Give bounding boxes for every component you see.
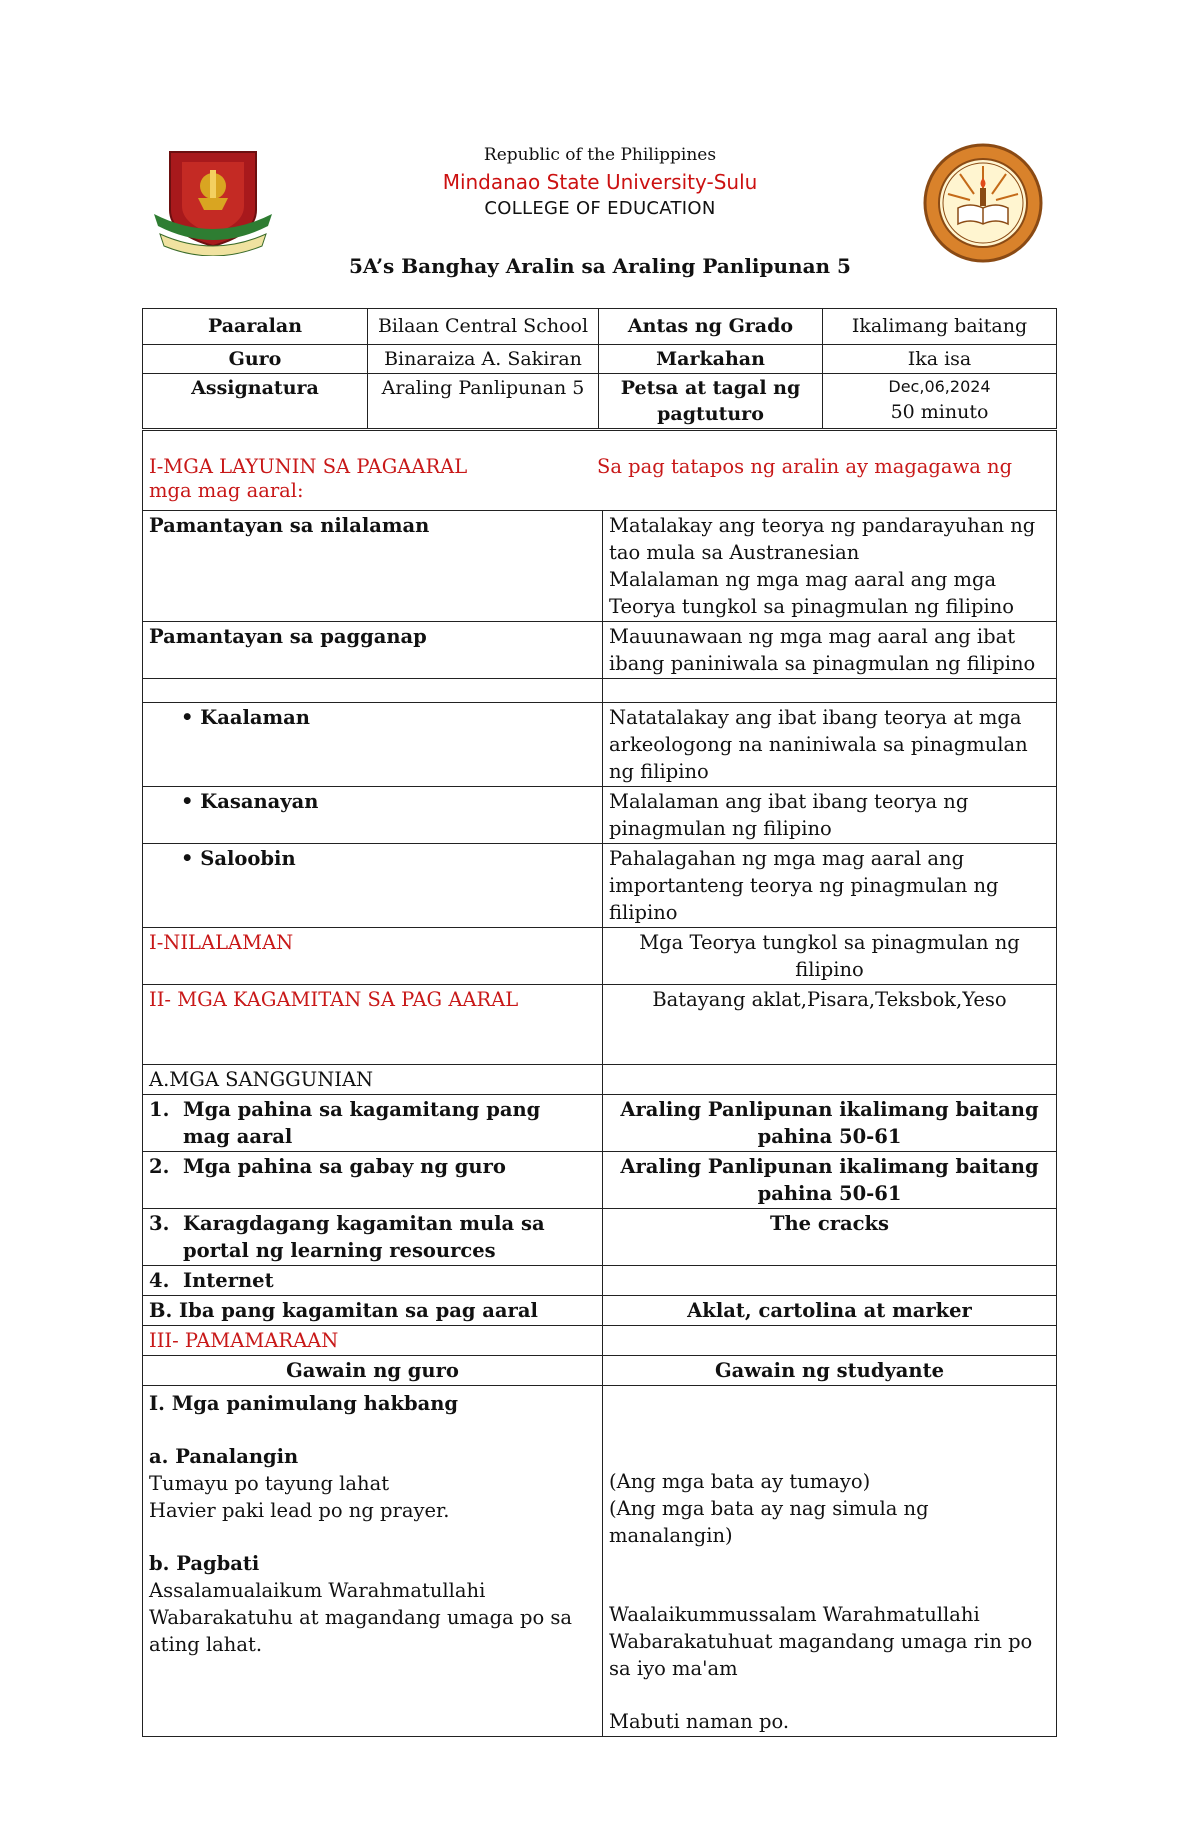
iba-value: Aklat, cartolina at marker (603, 1296, 1057, 1326)
item-label: Karagdagang kagamitan mula sa portal ng learning resources (183, 1212, 545, 1262)
table-row (143, 1326, 1057, 1356)
panalangin-stud-1: (Ang mga bata ay tumayo) (609, 1470, 871, 1493)
item-label: Internet (183, 1269, 274, 1292)
nilalaman-label: Pamantayan sa nilalaman (143, 511, 603, 622)
assignatura-label: Assignatura (143, 374, 368, 429)
guro-label: Guro (143, 345, 368, 374)
nilalaman-section-label: I-NILALAMAN (143, 928, 603, 985)
item-number: 4. (149, 1269, 170, 1292)
document-title: 5A’s Banghay Aralin sa Araling Panlipunan 5 (349, 254, 851, 278)
college-name: COLLEGE OF EDUCATION (484, 198, 716, 219)
table-row (143, 679, 1057, 703)
table-row (143, 345, 1057, 374)
sanggunian-value-2: Araling Panlipunan ikalimang baitang pahina 50-61 (603, 1152, 1057, 1209)
table-row (143, 511, 1057, 622)
sanggunian-value-3: The cracks (603, 1209, 1057, 1266)
pamamaraan-label: III- PAMAMARAAN (143, 1326, 603, 1356)
pagbati-stud-1: Waalaikummussalam Warahmatullahi (609, 1603, 980, 1626)
kasanayan-value: Malalaman ang ibat ibang teorya ng pinagmulan ng filipino (603, 787, 1057, 844)
table-row (143, 1266, 1057, 1296)
panalangin-guro-2: Havier paki lead po ng prayer. (149, 1499, 450, 1522)
markahan-label: Markahan (599, 345, 823, 374)
item-number: 1. (149, 1098, 170, 1121)
sanggunian-value-1: Araling Panlipunan ikalimang baitang pahina 50-61 (603, 1095, 1057, 1152)
pagbati-stud-2: Wabarakatuhuat magandang umaga rin po sa iyo ma'am (609, 1630, 1033, 1680)
pagganap-label: Pamantayan sa pagganap (143, 622, 603, 679)
republic-line: Republic of the Philippines (483, 145, 717, 165)
pagbati-stud-3: Mabuti naman po. (609, 1710, 790, 1733)
antas-label: Antas ng Grado (599, 309, 823, 345)
empty-cell (143, 679, 603, 703)
sanggunian-item-3 (143, 1209, 603, 1266)
paaralan-value: Bilaan Central School (368, 309, 599, 345)
petsa-duration: 50 minuto (890, 401, 989, 423)
layunin-intro: Sa pag tatapos ng aralin ay magagawa ng mga mag aaral: (149, 455, 1013, 502)
kaalaman-value: Natatalakay ang ibat ibang teorya at mga arkeologong na naniniwala sa pinagmulan ng filipino (603, 703, 1057, 787)
panalangin-stud-2: (Ang mga bata ay nag simula ng manalangin) (609, 1497, 929, 1547)
table-row (143, 928, 1057, 985)
empty-cell (603, 679, 1057, 703)
nilalaman-section-value: Mga Teorya tungkol sa pinagmulan ng filipino (603, 928, 1057, 985)
paaralan-label: Paaralan (143, 309, 368, 345)
table-row (143, 1296, 1057, 1326)
studyante-activities (603, 1386, 1057, 1737)
sanggunian-item-4 (143, 1266, 603, 1296)
markahan-value: Ika isa (823, 345, 1057, 374)
table-row (143, 985, 1057, 1065)
table-row (143, 1095, 1057, 1152)
table-row (143, 309, 1057, 345)
table-row (143, 1386, 1057, 1737)
hakbang-heading: I. Mga panimulang hakbang (149, 1392, 459, 1415)
university-name: Mindanao State University-Sulu (442, 170, 758, 194)
table-row (143, 374, 1057, 429)
pagganap-value: Mauunawaan ng mga mag aaral ang ibat ibang paniniwala sa pinagmulan ng filipino (603, 622, 1057, 679)
col-guro-header: Gawain ng guro (143, 1356, 603, 1386)
table-row (143, 1209, 1057, 1266)
table-row (143, 844, 1057, 928)
kagamitan-value: Batayang aklat,Pisara,Teksbok,Yeso (603, 985, 1057, 1065)
col-studyante-header: Gawain ng studyante (603, 1356, 1057, 1386)
petsa-label: Petsa at tagal ng pagtuturo (599, 374, 823, 429)
pagbati-guro-1: Assalamualaikum Warahmatullahi (149, 1579, 486, 1602)
item-number: 2. (149, 1155, 170, 1178)
nilalaman-value (603, 511, 1057, 622)
empty-cell (603, 1326, 1057, 1356)
nilalaman-value-2: Malalaman ng mga mag aaral ang mga Teorya tungkol sa pinagmulan ng filipino (609, 568, 1014, 618)
petsa-date: Dec,06,2024 (888, 377, 991, 396)
layunin-row (143, 431, 1057, 511)
iba-label: B. Iba pang kagamitan sa pag aaral (143, 1296, 603, 1326)
lesson-plan-table (142, 430, 1057, 1737)
petsa-value (823, 374, 1057, 429)
saloobin-text: Saloobin (200, 847, 296, 870)
pagbati-guro-2: Wabarakatuhu at magandang umaga po sa ating lahat. (149, 1606, 573, 1656)
kagamitan-label: II- MGA KAGAMITAN SA PAG AARAL (143, 985, 603, 1065)
guro-activities (143, 1386, 603, 1737)
kasanayan-label: • Kasanayan (143, 787, 603, 844)
saloobin-label: • Saloobin (143, 844, 603, 928)
item-label: Mga pahina sa gabay ng guro (183, 1155, 506, 1178)
item-number: 3. (149, 1212, 170, 1235)
kaalaman-label: • Kaalaman (143, 703, 603, 787)
table-row (143, 622, 1057, 679)
panalangin-guro-1: Tumayu po tayung lahat (149, 1472, 390, 1495)
table-row (143, 1356, 1057, 1386)
item-label: Mga pahina sa kagamitang pang mag aaral (183, 1098, 541, 1148)
info-table (142, 308, 1057, 429)
kasanayan-text: Kasanayan (200, 790, 319, 813)
nilalaman-value-1: Matalakay ang teorya ng pandarayuhan ng tao mula sa Austranesian (609, 514, 1036, 564)
layunin-cell (143, 431, 1057, 511)
pagbati-label: b. Pagbati (149, 1552, 260, 1575)
sanggunian-item-2 (143, 1152, 603, 1209)
sanggunian-value-4 (603, 1266, 1057, 1296)
sanggunian-label: A.MGA SANGGUNIAN (143, 1065, 603, 1095)
table-row (143, 703, 1057, 787)
assignatura-value: Araling Panlipunan 5 (368, 374, 599, 429)
saloobin-value: Pahalagahan ng mga mag aaral ang importanteng teorya ng pinagmulan ng filipino (603, 844, 1057, 928)
sanggunian-item-1 (143, 1095, 603, 1152)
guro-value: Binaraiza A. Sakiran (368, 345, 599, 374)
antas-value: Ikalimang baitang (823, 309, 1057, 345)
layunin-heading: I-MGA LAYUNIN SA PAGAARAL (149, 455, 468, 478)
table-row (143, 787, 1057, 844)
kaalaman-text: Kaalaman (200, 706, 310, 729)
table-row (143, 1065, 1057, 1095)
panalangin-label: a. Panalangin (149, 1445, 299, 1468)
table-row (143, 1152, 1057, 1209)
empty-cell (603, 1065, 1057, 1095)
